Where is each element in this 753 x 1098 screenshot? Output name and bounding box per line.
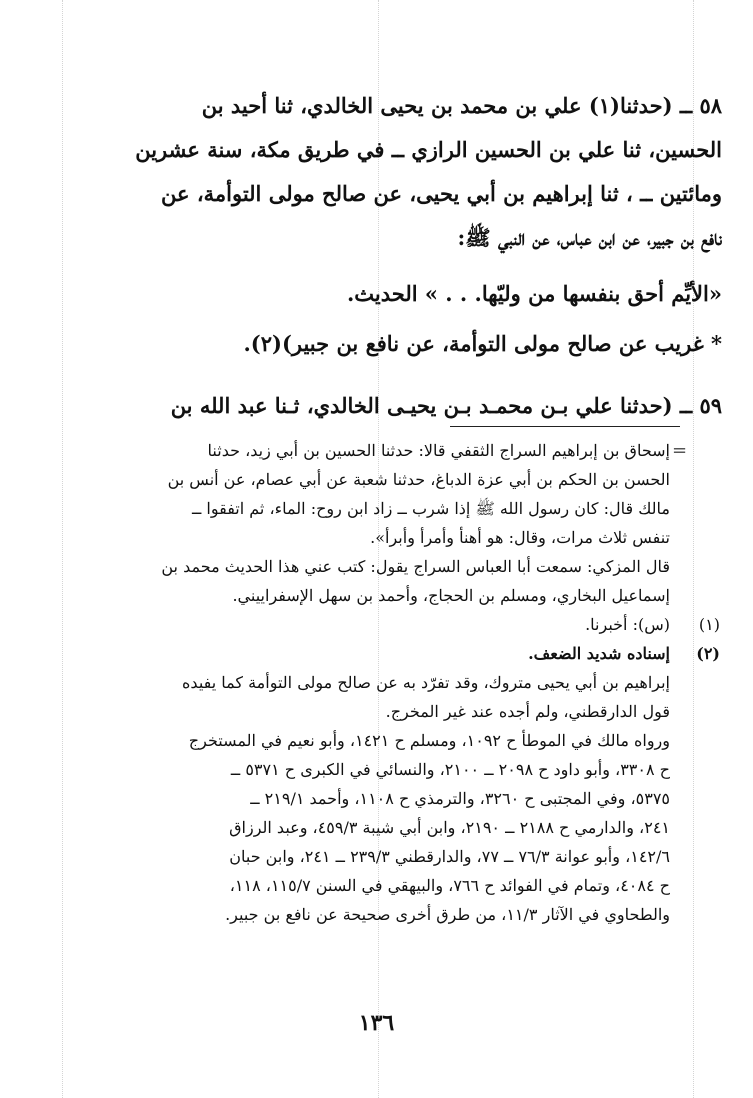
footnote-separator	[450, 426, 680, 427]
page-number: ١٣٦	[358, 1010, 395, 1036]
hadith-58-quote: «الأيِّم أحق بنفسها من وليّها. . . » الحديث.	[346, 281, 722, 306]
takhrij-line: ح ٣٣٠٨، وأبو داود ح ٢٠٩٨ ــ ٢١٠٠، والنسائي في الكبرى ح ٥٣٧١ ــ	[230, 760, 670, 779]
takhrij-line: ح ٤٠٨٤، وتمام في الفوائد ح ٧٦٦، والبيهقي في السنن ١١٥/٧، ١١٨،	[229, 876, 670, 895]
footnote-continued-line: تنفس ثلاث مرات، وقال: هو أهنأ وأمرأ وأبرأ».	[370, 528, 670, 547]
footnote-1-text: (س): أخبرنا.	[585, 615, 670, 634]
hadith-58-line-3: ومائتين ــ ، ثنا إبراهيم بن أبي يحيى، عن صالح مولى التوأمة، عن	[161, 181, 722, 206]
footnote-continued-line: إسحاق بن إبراهيم السراج الثقفي قالا: حدثنا الحسين بن أبي زيد، حدثنا	[207, 441, 670, 460]
footnote-1	[66, 610, 720, 639]
footnote-2-number: (٢)	[696, 644, 720, 663]
footnote-continued-line: الحسن بن الحكم بن أبي عزة الدباغ، حدثنا شعبة عن أبي عصام، عن أنس بن	[167, 470, 670, 489]
hadith-59-line-1: ٥٩ ــ (حدثنا علي بـن محمـد بـن يحيـى الخالدي، ثـنا عبد الله بن	[170, 393, 722, 418]
footnotes	[66, 436, 720, 929]
takhrij-line: ١٤٢/٦، وأبو عوانة ٧٦/٣ ــ ٧٧، والدارقطني ٢٣٩/٣ ــ ٢٤١، وابن حبان	[229, 847, 670, 866]
main-text	[66, 84, 722, 428]
hadith-58-grading: * غريب عن صالح مولى التوأمة، عن نافع بن جبير)(٢).	[243, 331, 722, 356]
takhrij-line: والطحاوي في الآثار ١١/٣، من طرق أخرى صحيحة عن نافع بن جبير.	[225, 905, 670, 924]
footnote-2-heading: إسناده شديد الضعف.	[528, 644, 670, 663]
continuation-mark: =	[672, 440, 688, 461]
hadith-58-line-1: ٥٨ ــ (حدثنا(١) علي بن محمد بن يحيى الخالدي، ثنا أحيد بن	[201, 93, 722, 118]
takhrij-line: ٥٣٧٥، وفي المجتبى ح ٣٢٦٠، والترمذي ح ١١٠٨، وأحمد ٢١٩/١ ــ	[250, 789, 670, 808]
footnote-muzakki-line: إسماعيل البخاري، ومسلم بن الحجاج، وأحمد بن سهل الإسفراييني.	[232, 586, 670, 605]
guide-line	[62, 0, 63, 1098]
takhrij-line: ورواه مالك في الموطأ ح ١٠٩٢، ومسلم ح ١٤٢١، وأبو نعيم في المستخرج	[188, 731, 670, 750]
hadith-58-line-4: نافع بن جبير، عن ابن عباس، عن النبي ﷺ:	[457, 225, 722, 250]
footnote-2-line: إبراهيم بن أبي يحيى متروك، وقد تفرّد به عن صالح مولى التوأمة كما يفيده	[182, 673, 670, 692]
footnote-muzakki-line: قال المزكي: سمعت أبا العباس السراج يقول: كتب عني هذا الحديث محمد بن	[161, 557, 670, 576]
footnote-continued-line: مالك قال: كان رسول الله ﷺ إذا شرب ــ زاد ابن روح: الماء، ثم اتفقوا ــ	[191, 499, 670, 518]
footnote-1-number: (١)	[698, 615, 720, 634]
hadith-58-line-2: الحسين، ثنا علي بن الحسين الرازي ــ في طريق مكة، سنة عشرين	[135, 137, 722, 162]
takhrij-line: ٢٤١، والدارمي ح ٢١٨٨ ــ ٢١٩٠، وابن أبي شيبة ٤٥٩/٣، وعبد الرزاق	[229, 818, 670, 837]
footnote-2	[66, 639, 720, 668]
footnote-2-line: قول الدارقطني، ولم أجده عند غير المخرج.	[385, 702, 670, 721]
